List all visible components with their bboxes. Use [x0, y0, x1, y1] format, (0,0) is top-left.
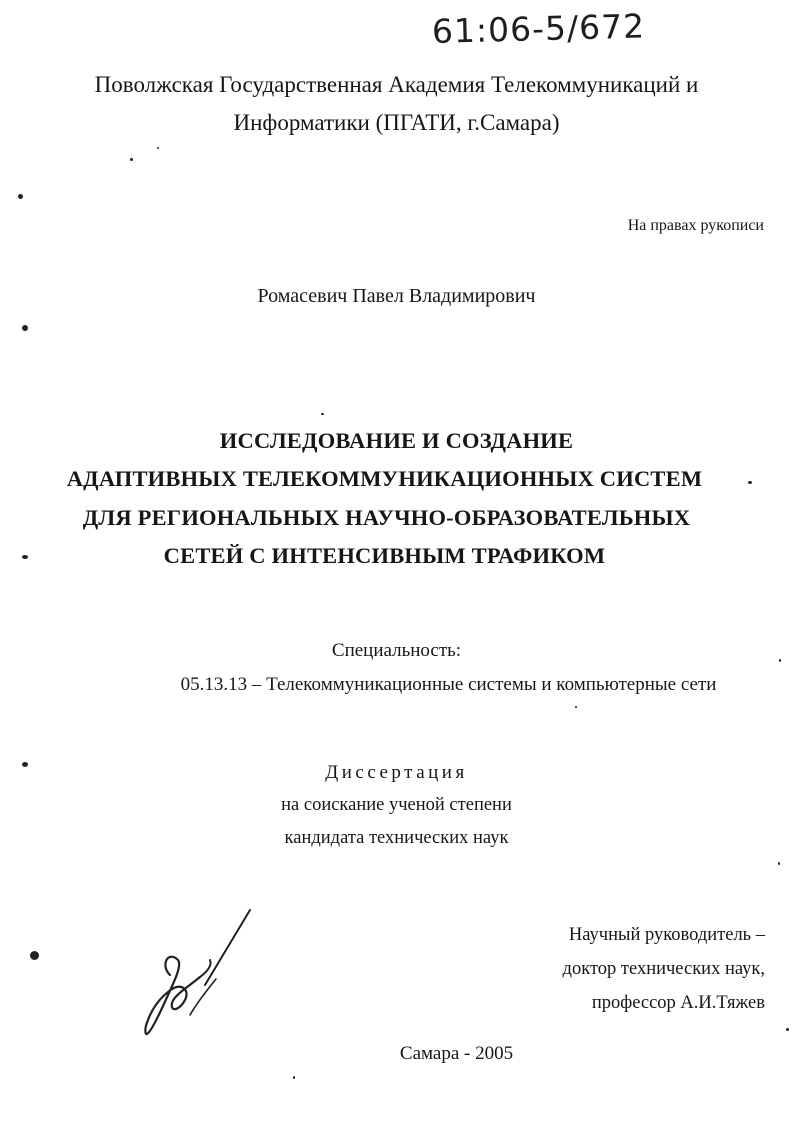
scan-speck	[321, 413, 324, 415]
dissertation-label: Диссертация	[325, 762, 468, 783]
scan-speck	[157, 147, 159, 149]
institution-line-2: Информатики (ПГАТИ, г.Самара)	[233, 110, 560, 135]
dissertation-title-line-4: СЕТЕЙ С ИНТЕНСИВНЫМ ТРАФИКОМ	[163, 543, 606, 568]
scan-speck	[130, 158, 133, 161]
scan-speck	[22, 555, 28, 559]
scan-speck	[748, 481, 752, 484]
signature-mark	[130, 905, 270, 1045]
institution-line-1: Поволжская Государственная Академия Телекоммуникаций и	[94, 72, 699, 97]
specialty-label: Специальность:	[331, 640, 462, 661]
scan-speck	[30, 951, 39, 960]
dissertation-degree-line-1: на соискание ученой степени	[281, 795, 512, 815]
manuscript-rights: На правах рукописи	[627, 217, 764, 234]
dissertation-degree-line-2: кандидата технических наук	[284, 828, 509, 848]
dissertation-title-line-2: АДАПТИВНЫХ ТЕЛЕКОММУНИКАЦИОННЫХ СИСТЕМ	[66, 466, 703, 491]
dissertation-title-line-3: ДЛЯ РЕГИОНАЛЬНЫХ НАУЧНО-ОБРАЗОВАТЕЛЬНЫХ	[82, 505, 691, 530]
dissertation-title-line-1: ИССЛЕДОВАНИЕ И СОЗДАНИЕ	[219, 428, 574, 453]
scan-speck	[786, 1028, 789, 1031]
specialty-value: 05.13.13 – Телекоммуникационные системы и компьютерные сети	[180, 674, 717, 695]
place-year: Самара - 2005	[399, 1043, 514, 1064]
scan-speck	[293, 1076, 295, 1079]
author-name: Ромасевич Павел Владимирович	[257, 285, 536, 307]
supervisor-line-3: профессор А.И.Тяжев	[591, 993, 765, 1013]
scan-speck	[778, 862, 780, 865]
supervisor-line-1: Научный руководитель –	[568, 925, 765, 945]
scan-speck	[575, 706, 577, 708]
scan-speck	[18, 194, 23, 199]
archive-code: 61:06-5/672	[431, 6, 646, 51]
scan-speck	[22, 762, 28, 767]
scan-speck	[779, 659, 781, 662]
supervisor-line-2: доктор технических наук,	[562, 959, 765, 979]
scan-speck	[22, 325, 28, 331]
